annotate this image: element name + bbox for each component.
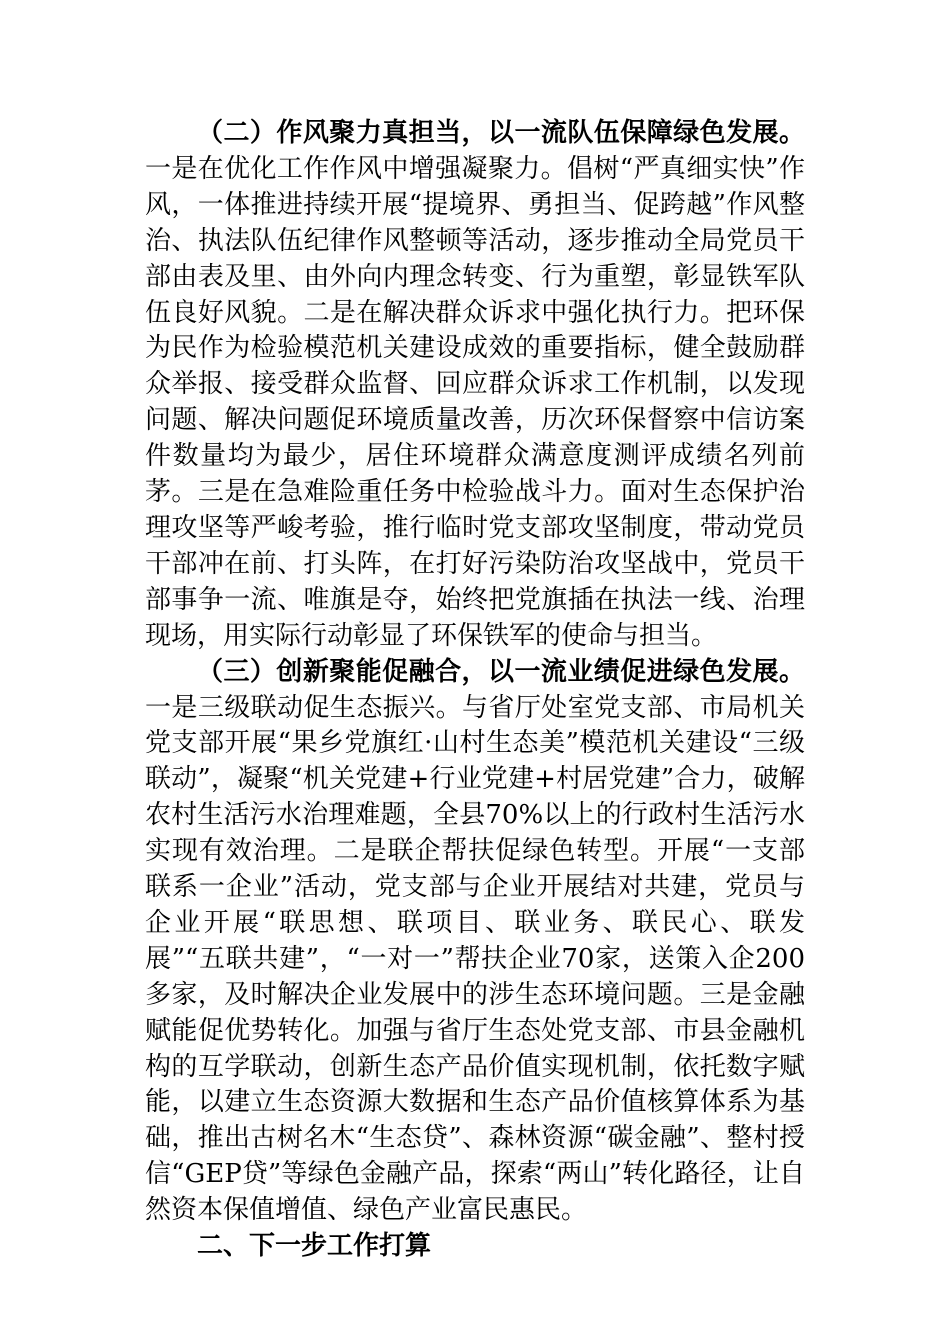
paragraph-body: 一是三级联动促生态振兴。与省厅处室党支部、市局机关党支部开展“果乡党旗红·山村生态美”模范机关建设“三级联动”，凝聚“机关党建+行业党建+村居党建”合力，破解农村生活污水治理难题，全县70%以上的行政村生活污水实现有效治理。二是联企帮扶促绿色转型。开展“一支部联系一企业”活动，党支部与企业开展结对共建，党员与企业开展“联思想、联项目、联业务、联民心、联发展”“五联共建”，“一对一”帮扶企业70家，送策入企200多家，及时解决企业发展中的涉生态环境问题。三是金融赋能促优势转化。加强与省厅生态处党支部、市县金融机构的互学联动，创新生态产品价值实现机制，依托数字赋能，以建立生态资源大数据和生态产品价值核算体系为基础，推出古树名木“生态贷”、森林资源“碳金融”、整村授信“GEP贷”等绿色金融产品，探索“两山”转化路径，让自然资本保值增值、绿色产业富民惠民。 <box>145 692 805 1226</box>
paragraph-lead: （二）作风聚力真担当，以一流队伍保障绿色发展。 <box>197 118 805 148</box>
section-heading: 二、下一步工作打算 <box>197 1231 432 1262</box>
paragraph-innovation <box>145 655 805 1230</box>
paragraph-body: 一是在优化工作作风中增强凝聚力。倡树“严真细实快”作风，一体推进持续开展“提境界、勇担当、促跨越”作风整治、执法队伍纪律作风整顿等活动，逐步推动全局党员干部由表及里、由外向内理念转变、行为重塑，彰显铁军队伍良好风貌。二是在解决群众诉求中强化执行力。把环保为民作为检验模范机关建设成效的重要指标，健全鼓励群众举报、接受群众监督、回应群众诉求工作机制，以发现问题、解决问题促环境质量改善，历次环保督察中信访案件数量均为最少，居住环境群众满意度测评成绩名列前茅。三是在急难险重任务中检验战斗力。面对生态保护治理攻坚等严峻考验，推行临时党支部攻坚制度，带动党员干部冲在前、打头阵，在打好污染防治攻坚战中，党员干部事争一流、唯旗是夺，始终把党旗插在执法一线、治理现场，用实际行动彰显了环保铁军的使命与担当。 <box>145 153 805 651</box>
paragraph-work-style <box>145 116 805 655</box>
paragraph-lead: （三）创新聚能促融合，以一流业绩促进绿色发展。 <box>197 656 805 687</box>
document-page <box>145 116 805 1265</box>
